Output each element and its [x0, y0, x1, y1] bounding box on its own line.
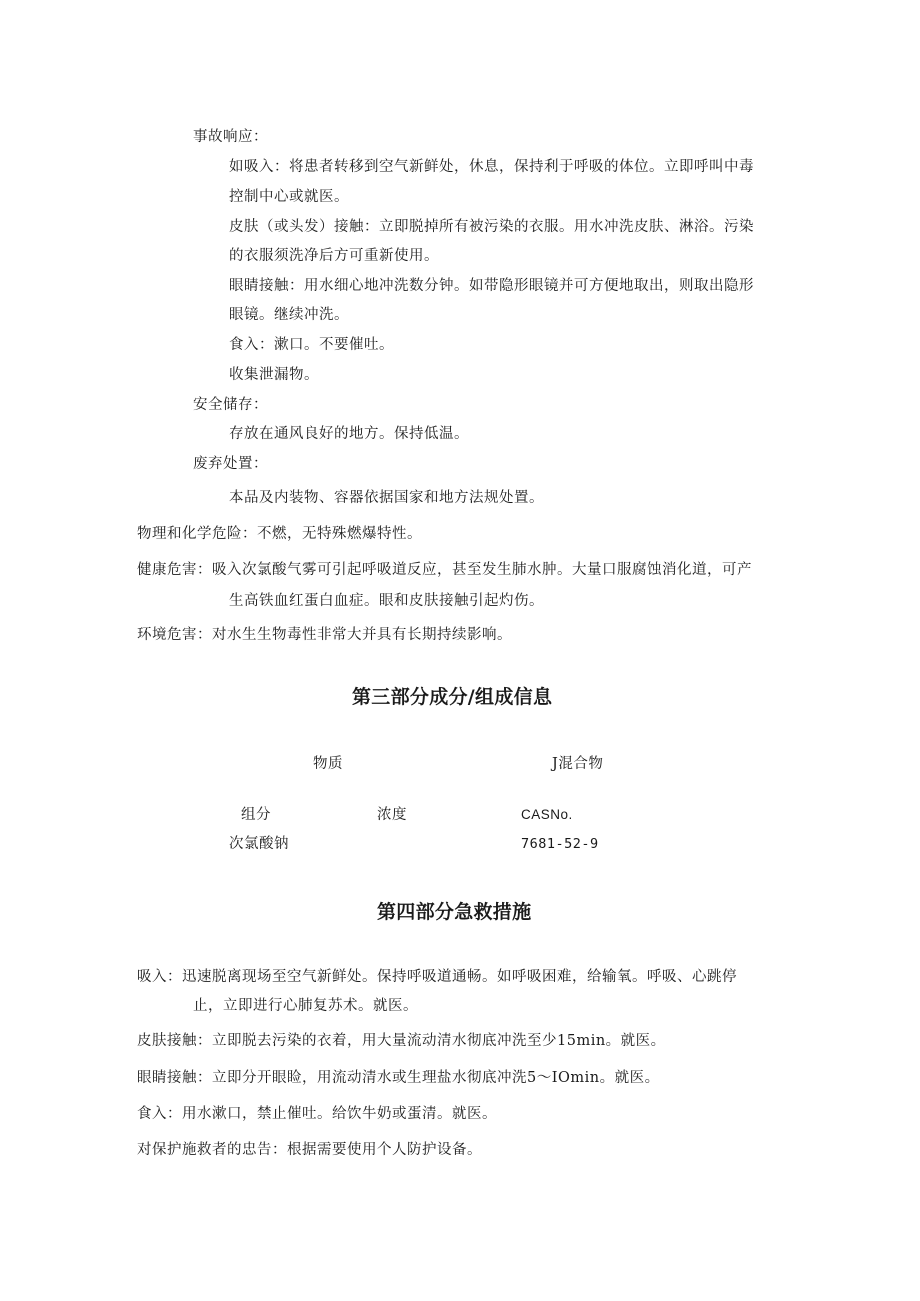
- firstaid-inhale-line1: 吸入：迅速脱离现场至空气新鲜处。保持呼吸道通畅。如呼吸困难，给输氧。呼吸、心跳停: [137, 969, 737, 985]
- hazard-physical: 物理和化学危险：不燃，无特殊燃爆特性。: [137, 526, 422, 542]
- table-cell-component: 次氯酸钠: [229, 836, 289, 852]
- storage-text: 存放在通风良好的地方。保持低温。: [229, 426, 469, 442]
- emergency-eye-line1: 眼睛接触：用水细心地冲洗数分钟。如带隐形眼镜并可方便地取出，则取出隐形: [229, 278, 754, 294]
- firstaid-rescuer: 对保护施救者的忠告：根据需要使用个人防护设备。: [137, 1142, 482, 1158]
- emergency-ingest: 食入：漱口。不要催吐。: [229, 337, 394, 353]
- hazard-health-line1: 健康危害：吸入次氯酸气雾可引起呼吸道反应，甚至发生肺水肿。大量口服腐蚀消化道，可产: [137, 562, 752, 578]
- disposal-text: 本品及内装物、容器依据国家和地方法规处置。: [229, 490, 544, 506]
- firstaid-eye: 眼睛接触：立即分开眼睑，用流动清水或生理盐水彻底冲洗5～IOmin。就医。: [137, 1070, 660, 1086]
- hazard-health-line2: 生高铁血红蛋白血症。眼和皮肤接触引起灼伤。: [229, 593, 544, 609]
- emergency-inhale-line2: 控制中心或就医。: [229, 189, 349, 205]
- firstaid-inhale-line2: 止，立即进行心肺复苏术。就医。: [193, 998, 418, 1014]
- firstaid-skin: 皮肤接触：立即脱去污染的衣着，用大量流动清水彻底冲洗至少15min。就医。: [137, 1033, 666, 1049]
- mixture-label: J混合物: [552, 756, 604, 772]
- firstaid-ingest: 食入：用水漱口，禁止催吐。给饮牛奶或蛋清。就医。: [137, 1106, 497, 1122]
- emergency-eye-line2: 眼镜。继续冲洗。: [229, 307, 349, 323]
- table-cell-cas: 7681-52-9: [521, 836, 599, 852]
- column-header-cas: CASNo.: [521, 807, 573, 822]
- emergency-skin-line2: 的衣服须洗净后方可重新使用。: [229, 248, 439, 264]
- hazard-environment: 环境危害：对水生生物毒性非常大并具有长期持续影响。: [137, 627, 512, 643]
- emergency-skin-line1: 皮肤（或头发）接触：立即脱掉所有被污染的衣服。用水冲洗皮肤、淋浴。污染: [229, 219, 754, 235]
- emergency-heading: 事故响应：: [193, 129, 268, 145]
- substance-label: 物质: [313, 756, 343, 772]
- storage-heading: 安全储存：: [193, 397, 268, 413]
- disposal-heading: 废弃处置：: [193, 456, 268, 472]
- emergency-inhale-line1: 如吸入：将患者转移到空气新鲜处，休息，保持利于呼吸的体位。立即呼叫中毒: [229, 159, 754, 175]
- section3-title: 第三部分成分/组成信息: [352, 686, 553, 708]
- section4-title: 第四部分急救措施: [377, 901, 532, 923]
- column-header-concentration: 浓度: [377, 807, 407, 823]
- emergency-spill: 收集泄漏物。: [229, 367, 319, 383]
- column-header-component: 组分: [241, 807, 271, 823]
